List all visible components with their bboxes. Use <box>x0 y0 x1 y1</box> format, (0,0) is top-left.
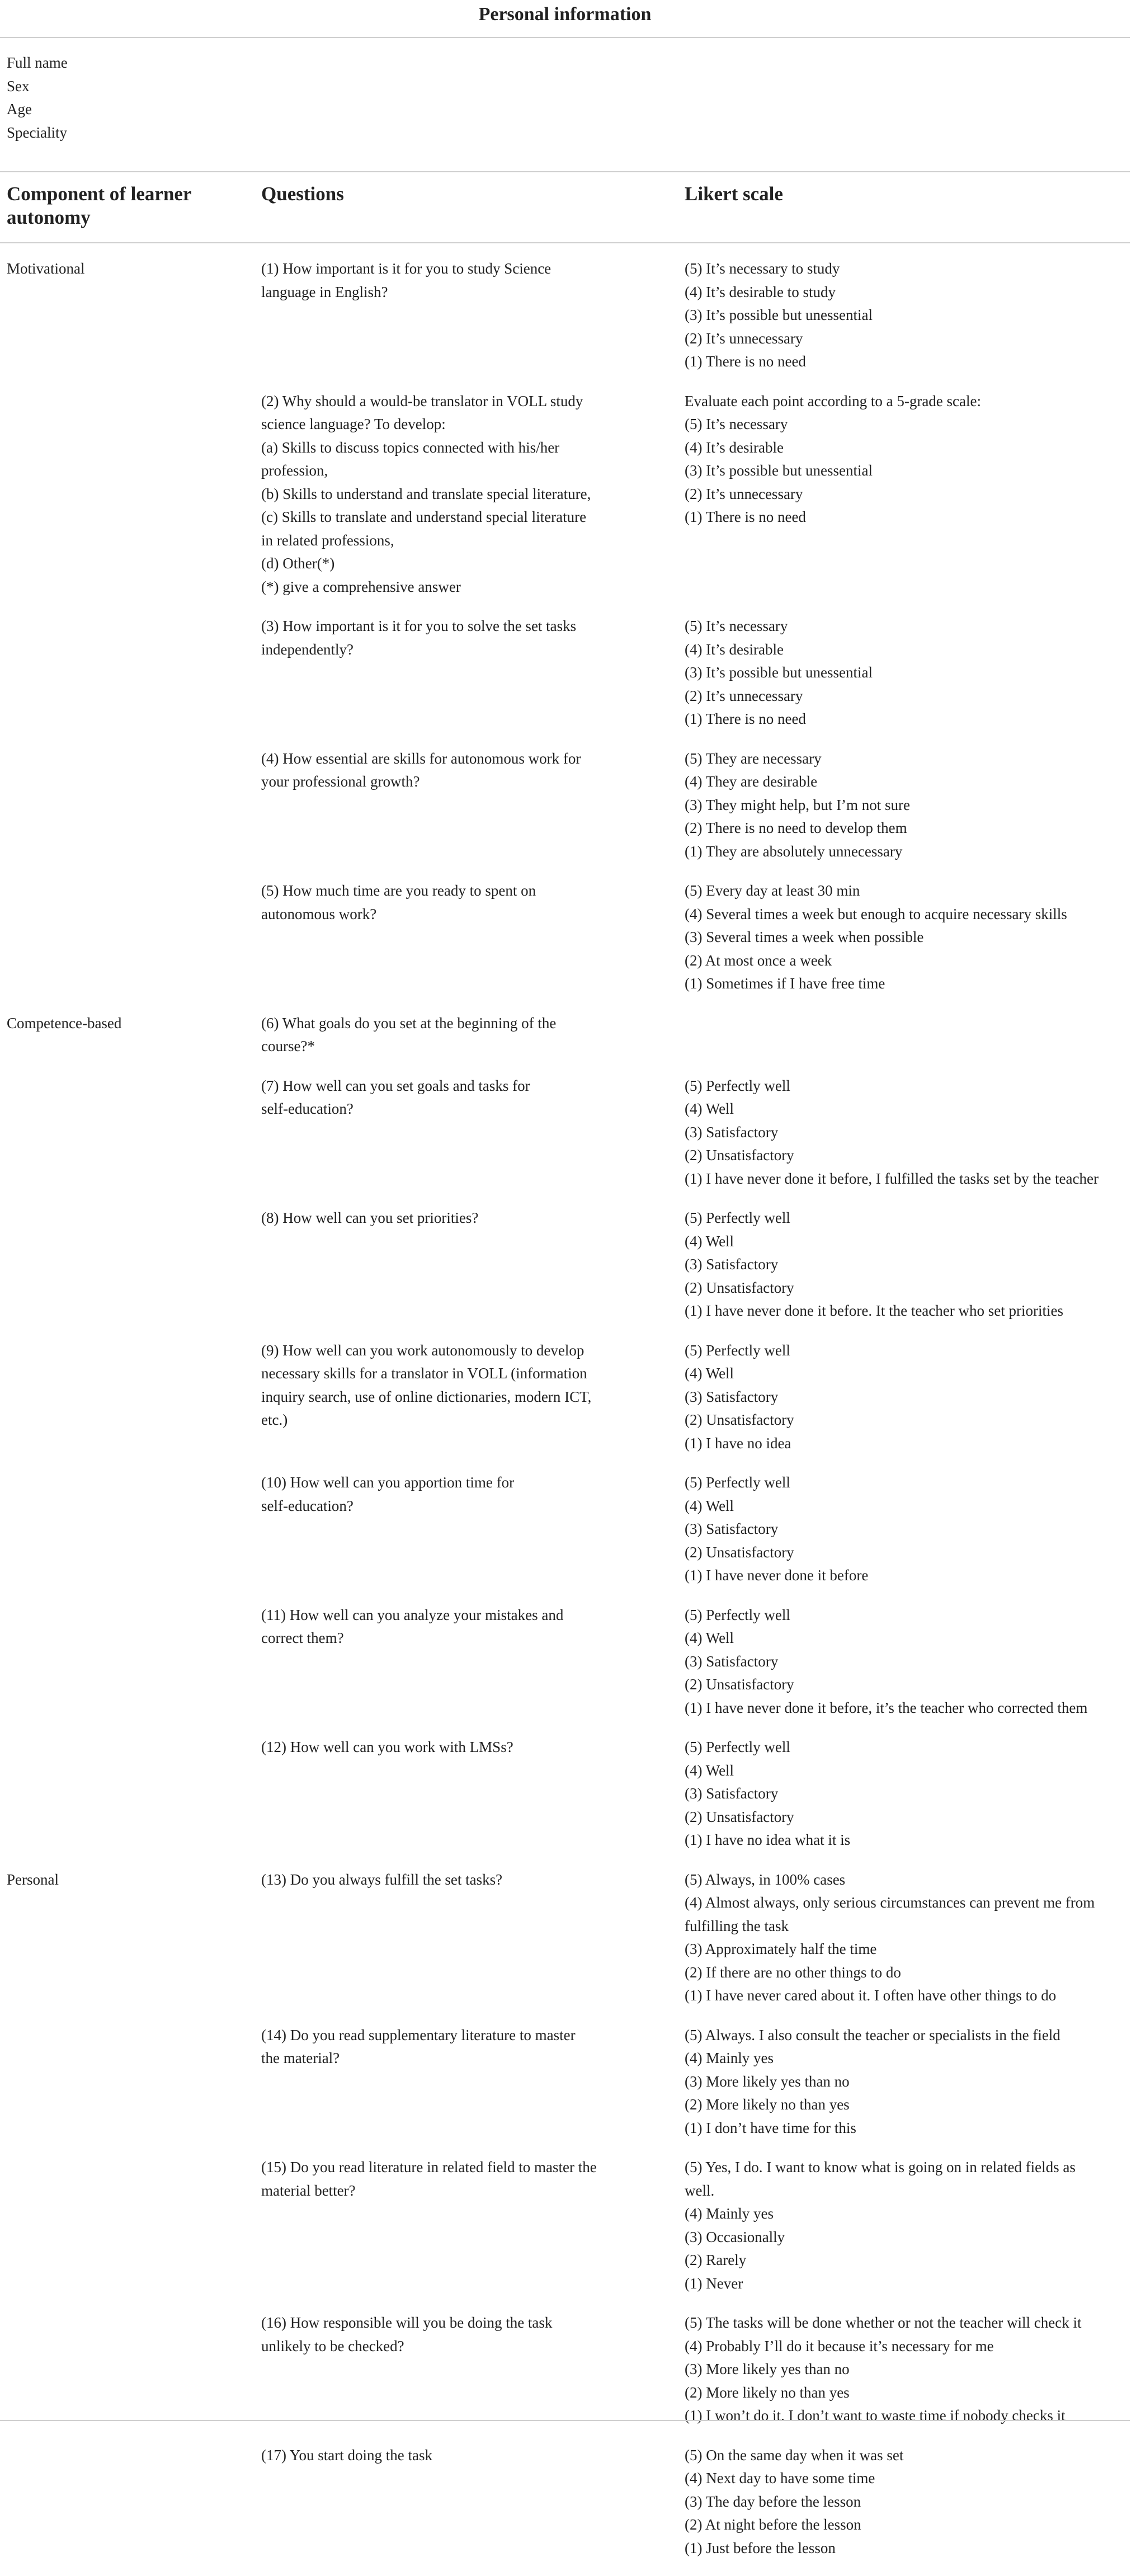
header-line: autonomy <box>7 206 192 229</box>
question-line: self-education? <box>261 1098 630 1121</box>
question-line: (16) How responsible will you be doing the task <box>261 2311 630 2335</box>
likert-option: fulfilling the task <box>685 1915 1132 1938</box>
question-cell <box>261 1604 630 1650</box>
likert-option: (1) I don’t have time for this <box>685 2117 1132 2140</box>
table-row <box>0 390 1130 615</box>
likert-option: (1) I have never cared about it. I often have other things to do <box>685 1984 1132 2008</box>
likert-option: (2) There is no need to develop them <box>685 817 1132 840</box>
question-line: (4) How essential are skills for autonomous work for <box>261 747 630 771</box>
likert-cell <box>685 1736 1132 1852</box>
table-row <box>0 1012 1130 1075</box>
divider-personal-info <box>0 171 1130 172</box>
likert-option: (5) Perfectly well <box>685 1207 1132 1230</box>
likert-option: (5) Perfectly well <box>685 1339 1132 1363</box>
table-row <box>0 1736 1130 1868</box>
likert-option: (4) Mainly yes <box>685 2047 1132 2070</box>
likert-cell <box>685 2311 1132 2428</box>
likert-option: (5) Always. I also consult the teacher or specialists in the field <box>685 2024 1132 2047</box>
likert-option: (3) Satisfactory <box>685 1386 1132 1409</box>
personal-info-field: Speciality <box>7 121 68 145</box>
likert-option: (2) Unsatisfactory <box>685 1144 1132 1167</box>
likert-option: (5) It’s necessary <box>685 615 1132 638</box>
likert-option: (4) It’s desirable to study <box>685 281 1132 304</box>
likert-option: (4) It’s desirable <box>685 638 1132 662</box>
question-cell <box>261 1075 630 1121</box>
question-cell <box>261 1339 630 1432</box>
likert-option: (1) Just before the lesson <box>685 2537 1132 2560</box>
column-header-likert: Likert scale <box>685 182 783 206</box>
divider-bottom <box>0 2420 1130 2421</box>
likert-option: (5) The tasks will be done whether or not the teacher will check it <box>685 2311 1132 2335</box>
question-line: (12) How well can you work with LMSs? <box>261 1736 630 1759</box>
question-cell <box>261 1207 630 1230</box>
question-cell <box>261 2311 630 2358</box>
question-cell <box>261 1471 630 1518</box>
likert-option: (5) Yes, I do. I want to know what is going on in related fields as <box>685 2156 1132 2179</box>
question-line: necessary skills for a translator in VOLL (information <box>261 1362 630 1386</box>
personal-info-list <box>7 51 68 144</box>
likert-option: (3) Occasionally <box>685 2226 1132 2249</box>
likert-cell <box>685 390 1132 529</box>
likert-option: (4) Several times a week but enough to acquire necessary skills <box>685 903 1132 926</box>
component-cell: Competence-based <box>7 1012 253 1035</box>
table-row <box>0 1604 1130 1736</box>
likert-cell <box>685 1604 1132 1720</box>
likert-option: (2) Rarely <box>685 2249 1132 2272</box>
personal-info-field: Full name <box>7 51 68 75</box>
question-line: (b) Skills to understand and translate special literature, <box>261 483 630 506</box>
likert-option: (2) More likely no than yes <box>685 2093 1132 2117</box>
likert-option: (2) Unsatisfactory <box>685 1806 1132 1829</box>
likert-option: (1) I have never done it before <box>685 1564 1132 1588</box>
table-row <box>0 1075 1130 1207</box>
question-line: (1) How important is it for you to study Science <box>261 257 630 281</box>
likert-cell <box>685 2156 1132 2295</box>
likert-option: (4) Almost always, only serious circumstances can prevent me from <box>685 1891 1132 1915</box>
question-line: self-education? <box>261 1495 630 1518</box>
likert-option: (1) I have never done it before. It the teacher who set priorities <box>685 1299 1132 1323</box>
likert-option: (3) It’s possible but unessential <box>685 304 1132 327</box>
personal-info-field: Sex <box>7 75 68 98</box>
question-line: science language? To develop: <box>261 413 630 436</box>
likert-option: (4) Well <box>685 1495 1132 1518</box>
likert-option: (4) Well <box>685 1759 1132 1783</box>
question-line: (9) How well can you work autonomously to develop <box>261 1339 630 1363</box>
likert-option: (2) It’s unnecessary <box>685 483 1132 506</box>
personal-info-field: Age <box>7 98 68 121</box>
question-line: independently? <box>261 638 630 662</box>
likert-option: (5) Perfectly well <box>685 1471 1132 1495</box>
likert-option: (3) More likely yes than no <box>685 2070 1132 2094</box>
table-body <box>0 257 1130 2576</box>
likert-option: (1) There is no need <box>685 350 1132 374</box>
question-line: (5) How much time are you ready to spent on <box>261 879 630 903</box>
likert-cell <box>685 747 1132 864</box>
question-cell <box>261 390 630 599</box>
likert-option: (1) They are absolutely unnecessary <box>685 840 1132 864</box>
table-row <box>0 1471 1130 1604</box>
question-line: (7) How well can you set goals and tasks for <box>261 1075 630 1098</box>
likert-option: (2) It’s unnecessary <box>685 327 1132 351</box>
table-row <box>0 2311 1130 2444</box>
table-title: Personal information <box>0 2 1130 27</box>
question-cell <box>261 1868 630 1892</box>
likert-cell <box>685 1339 1132 1456</box>
question-line: (3) How important is it for you to solve the set tasks <box>261 615 630 638</box>
likert-option: (2) If there are no other things to do <box>685 1961 1132 1985</box>
column-header-questions: Questions <box>261 182 344 206</box>
likert-cell <box>685 615 1132 731</box>
question-line: (d) Other(*) <box>261 552 630 576</box>
question-line: (10) How well can you apportion time for <box>261 1471 630 1495</box>
likert-option: (4) Well <box>685 1098 1132 1121</box>
divider-header <box>0 242 1130 243</box>
likert-option: (1) I won’t do it. I don’t want to waste time if nobody checks it <box>685 2404 1132 2428</box>
likert-cell <box>685 2024 1132 2140</box>
question-line: (2) Why should a would-be translator in VOLL study <box>261 390 630 413</box>
table-row <box>0 615 1130 747</box>
likert-option: (5) They are necessary <box>685 747 1132 771</box>
question-line: (c) Skills to translate and understand special literature <box>261 506 630 529</box>
likert-option: (3) Several times a week when possible <box>685 926 1132 949</box>
table-row <box>0 2444 1130 2576</box>
question-line: (11) How well can you analyze your mistakes and <box>261 1604 630 1627</box>
likert-option: (4) Well <box>685 1230 1132 1254</box>
likert-cell <box>685 1471 1132 1588</box>
likert-option: (5) On the same day when it was set <box>685 2444 1132 2467</box>
question-line: inquiry search, use of online dictionaries, modern ICT, <box>261 1386 630 1409</box>
likert-cell <box>685 2444 1132 2560</box>
question-line: (8) How well can you set priorities? <box>261 1207 630 1230</box>
question-line: (14) Do you read supplementary literature to master <box>261 2024 630 2047</box>
question-line: (*) give a comprehensive answer <box>261 576 630 599</box>
likert-option: (5) Perfectly well <box>685 1604 1132 1627</box>
likert-option: (1) I have never done it before, it’s the teacher who corrected them <box>685 1697 1132 1720</box>
likert-option: (3) Approximately half the time <box>685 1938 1132 1961</box>
likert-option: (4) Probably I’ll do it because it’s necessary for me <box>685 2335 1132 2358</box>
question-line: your professional growth? <box>261 770 630 794</box>
likert-option: (1) Never <box>685 2272 1132 2296</box>
likert-option: Evaluate each point according to a 5-grade scale: <box>685 390 1132 413</box>
question-line: correct them? <box>261 1627 630 1650</box>
likert-option: (2) More likely no than yes <box>685 2381 1132 2405</box>
likert-option: (4) Well <box>685 1362 1132 1386</box>
component-cell: Motivational <box>7 257 253 281</box>
likert-option: (3) It’s possible but unessential <box>685 459 1132 483</box>
likert-option: (5) It’s necessary <box>685 413 1132 436</box>
likert-option: (2) It’s unnecessary <box>685 685 1132 708</box>
likert-cell <box>685 1075 1132 1191</box>
table-row <box>0 747 1130 880</box>
likert-option: (1) I have never done it before, I fulfilled the tasks set by the teacher <box>685 1167 1132 1191</box>
question-cell <box>261 2444 630 2467</box>
question-line: (6) What goals do you set at the beginning of the <box>261 1012 630 1035</box>
likert-cell <box>685 257 1132 374</box>
question-line: etc.) <box>261 1409 630 1432</box>
question-cell <box>261 747 630 794</box>
likert-option: (4) They are desirable <box>685 770 1132 794</box>
table-row <box>0 1339 1130 1472</box>
likert-option: (5) Every day at least 30 min <box>685 879 1132 903</box>
question-line: the material? <box>261 2047 630 2070</box>
question-line: autonomous work? <box>261 903 630 926</box>
likert-option: (2) Unsatisfactory <box>685 1277 1132 1300</box>
column-header-component <box>7 182 192 229</box>
question-cell <box>261 1012 630 1058</box>
question-line: profession, <box>261 459 630 483</box>
question-cell <box>261 2156 630 2202</box>
likert-option: (5) Perfectly well <box>685 1075 1132 1098</box>
likert-option: (3) More likely yes than no <box>685 2358 1132 2381</box>
likert-cell <box>685 1868 1132 2008</box>
component-cell: Personal <box>7 1868 253 1892</box>
likert-option: (2) Unsatisfactory <box>685 1409 1132 1432</box>
table-row <box>0 1207 1130 1339</box>
likert-option: (5) Always, in 100% cases <box>685 1868 1132 1892</box>
table-row <box>0 257 1130 390</box>
likert-option: (3) Satisfactory <box>685 1650 1132 1674</box>
likert-option: (4) Well <box>685 1627 1132 1650</box>
likert-option: (3) Satisfactory <box>685 1782 1132 1806</box>
table-row <box>0 2156 1130 2311</box>
question-line: material better? <box>261 2179 630 2203</box>
likert-option: (2) At most once a week <box>685 949 1132 973</box>
likert-option: (1) I have no idea <box>685 1432 1132 1456</box>
likert-option: (3) It’s possible but unessential <box>685 661 1132 685</box>
question-line: (17) You start doing the task <box>261 2444 630 2467</box>
likert-cell <box>685 1207 1132 1323</box>
likert-option: (3) Satisfactory <box>685 1121 1132 1145</box>
likert-option: (3) Satisfactory <box>685 1253 1132 1277</box>
table-row <box>0 2024 1130 2156</box>
likert-option: (3) The day before the lesson <box>685 2490 1132 2514</box>
likert-option: (3) They might help, but I’m not sure <box>685 794 1132 817</box>
likert-option: (4) Next day to have some time <box>685 2467 1132 2490</box>
likert-option: (3) Satisfactory <box>685 1518 1132 1541</box>
likert-option: (2) At night before the lesson <box>685 2513 1132 2537</box>
question-line: course?* <box>261 1035 630 1058</box>
question-line: language in English? <box>261 281 630 304</box>
table-row <box>0 879 1130 1012</box>
question-cell <box>261 1736 630 1759</box>
likert-option: (4) Mainly yes <box>685 2202 1132 2226</box>
likert-option: (5) Perfectly well <box>685 1736 1132 1759</box>
likert-option: (1) There is no need <box>685 506 1132 529</box>
likert-option: (1) There is no need <box>685 708 1132 731</box>
table-row <box>0 1868 1130 2024</box>
question-cell <box>261 2024 630 2070</box>
likert-option: (2) Unsatisfactory <box>685 1541 1132 1565</box>
question-cell <box>261 257 630 304</box>
header-line: Component of learner <box>7 182 192 206</box>
question-line: (a) Skills to discuss topics connected with his/her <box>261 436 630 460</box>
question-line: (13) Do you always fulfill the set tasks? <box>261 1868 630 1892</box>
likert-option: (1) I have no idea what it is <box>685 1829 1132 1852</box>
question-line: unlikely to be checked? <box>261 2335 630 2358</box>
likert-option: (2) Unsatisfactory <box>685 1673 1132 1697</box>
likert-option: (5) It’s necessary to study <box>685 257 1132 281</box>
question-line: (15) Do you read literature in related field to master the <box>261 2156 630 2179</box>
likert-cell <box>685 879 1132 996</box>
question-line: in related professions, <box>261 529 630 553</box>
question-cell <box>261 879 630 926</box>
likert-option: (4) It’s desirable <box>685 436 1132 460</box>
question-cell <box>261 615 630 661</box>
likert-option: (1) Sometimes if I have free time <box>685 972 1132 996</box>
likert-option: well. <box>685 2179 1132 2203</box>
divider-top <box>0 37 1130 38</box>
